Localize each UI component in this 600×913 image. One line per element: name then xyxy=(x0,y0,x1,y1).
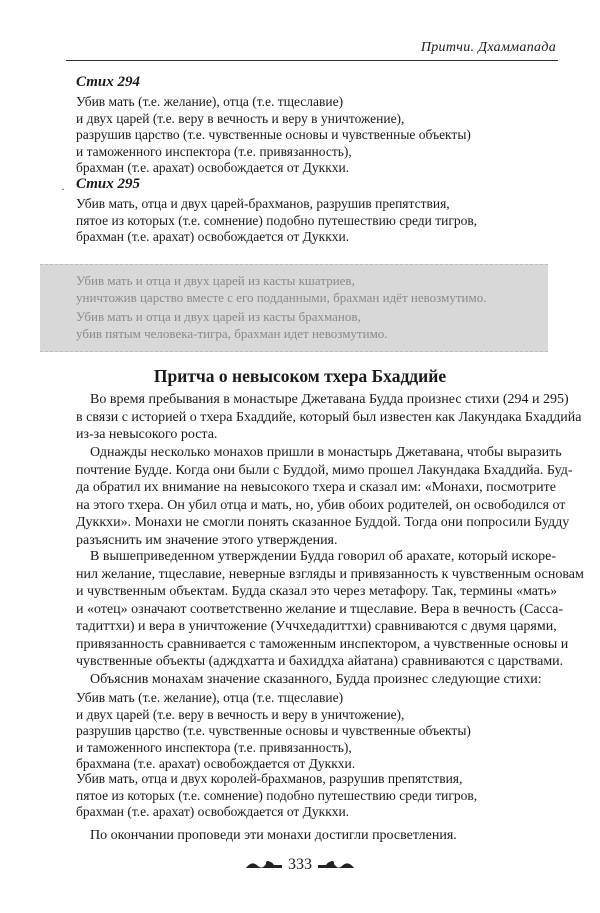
verse-295-title: Стих 295 xyxy=(76,176,140,192)
paragraph-1 xyxy=(76,391,582,444)
text-line: и «отец» означают соответственно желание и тщеславие. Вера в вечность (Сасса- xyxy=(76,601,564,617)
text-line: почтение Будде. Когда они были с Буддой, мимо прошел Лакундака Бхаддийа. Буд- xyxy=(76,462,573,478)
ornament-left-icon xyxy=(244,858,284,872)
page-footer xyxy=(0,856,600,874)
verse-line: брахман (т.е. арахат) освобождается от Дуккхи. xyxy=(76,160,350,176)
quoted-verse-a xyxy=(76,690,471,773)
verse-line: Убив мать, отца и двух царей-брахманов, разрушив препятствия, xyxy=(76,196,450,211)
verse-295-text xyxy=(76,196,477,246)
verse-line: брахман (т.е. арахат) освобождается от Дуккхи. xyxy=(76,229,350,245)
verse-294-text xyxy=(76,94,471,177)
verse-294-title: Стих 294 xyxy=(76,74,140,90)
text-line: Однажды несколько монахов пришли в монастырь Джетавана, чтобы выразить xyxy=(90,445,562,460)
text-line: Во время пребывания в монастыре Джетавана Будда произнес стихи (294 и 295) xyxy=(90,392,569,407)
verse-line: брахмана (т.е. арахат) освобождается от Дуккхи. xyxy=(76,756,356,772)
box-line: убив пятым человека-тигра, брахман идет невозмутимо. xyxy=(76,326,388,341)
verse-line: и таможенного инспектора (т.е. привязанность), xyxy=(76,143,352,159)
text-line: разъяснить им значение этого утверждения. xyxy=(76,532,338,548)
text-line: По окончании проповеди эти монахи достигли просветления. xyxy=(90,828,457,843)
verse-line: разрушив царство (т.е. чувственные основы и чувственные объекты) xyxy=(76,127,471,143)
ornament-right-icon xyxy=(316,858,356,872)
paragraph-3 xyxy=(76,548,584,671)
paragraph-2 xyxy=(76,444,573,549)
closing-paragraph xyxy=(76,827,556,845)
text-line: в связи с историей о тхера Бхаддийе, который был известен как Лакундака Бхаддийа xyxy=(76,409,582,425)
verse-line: и двух царей (т.е. веру в вечность и веру в уничтожение), xyxy=(76,110,405,126)
verse-line: пятое из которых (т.е. сомнение) подобно путешествию среди тигров, xyxy=(76,212,478,228)
box-line: Убив мать и отца и двух царей из касты кшатриев, xyxy=(76,273,355,288)
verse-line: разрушив царство (т.е. чувственные основы и чувственные объекты) xyxy=(76,723,471,739)
running-header-title: Притчи. Дхаммапада xyxy=(420,40,556,55)
quoted-verse-b xyxy=(76,771,477,821)
text-line: В вышеприведенном утверждении Будда говорил об арахате, который искоре- xyxy=(90,549,556,564)
verse-line: пятое из которых (т.е. сомнение) подобно путешествию среди тигров, xyxy=(76,787,478,803)
text-line: Объяснив монахам значение сказанного, Будда произнес следующие стихи: xyxy=(90,672,542,687)
margin-dot: · xyxy=(61,182,65,196)
text-line: Дуккхи». Монахи не смогли понять сказанное Буддой. Тогда они попросили Будду xyxy=(76,515,570,530)
text-line: из-за невысокого роста. xyxy=(76,427,218,442)
box-line: Убив мать и отца и двух царей из касты брахманов, xyxy=(76,309,361,324)
text-line: тадиттхи) и вера в уничтожение (Уччхедадиттхи) сравниваются с двумя царями, xyxy=(76,619,557,634)
box-line: уничтожив царство вместе с его подданными, брахман идёт невозмутимо. xyxy=(76,290,487,305)
verse-line: Убив мать (т.е. желание), отца (т.е. тщеславие) xyxy=(76,94,344,109)
verse-line: Убив мать, отца и двух королей-брахманов, разрушив препятствия, xyxy=(76,771,463,786)
section-title: Притча о невысоком тхера Бхаддийе xyxy=(153,366,447,386)
page-number: 333 xyxy=(288,856,312,873)
text-line: нил желание, тщеславие, неверные взгляды и привязанность к чувственным основам xyxy=(76,566,584,582)
verse-line: и двух царей (т.е. веру в вечность и веру в уничтожение), xyxy=(76,706,405,722)
paragraph-4 xyxy=(76,671,556,689)
text-line: и чувственным объектам. Будда сказал это через метафору. Так, термины «мать» xyxy=(76,584,558,599)
running-header xyxy=(66,34,558,61)
text-line: да обратил их внимание на невысокого тхера и сказал им: «Монахи, посмотрите xyxy=(76,480,556,495)
verse-line: Убив мать (т.е. желание), отца (т.е. тщеславие) xyxy=(76,690,344,705)
text-line: привязанность сравнивается с таможенным инспектором, а чувственные основы и xyxy=(76,636,569,652)
text-line: чувственные объекты (адждхаттa и бахиддха айатана) сравниваются с царствами. xyxy=(76,654,564,669)
verse-line: и таможенного инспектора (т.е. привязанность), xyxy=(76,739,352,755)
verse-line: брахман (т.е. арахат) освобождается от Дуккхи. xyxy=(76,804,350,820)
text-line: на этого тхера. Он убил отца и мать, но, убив обоих родителей, он освободился от xyxy=(76,497,566,513)
